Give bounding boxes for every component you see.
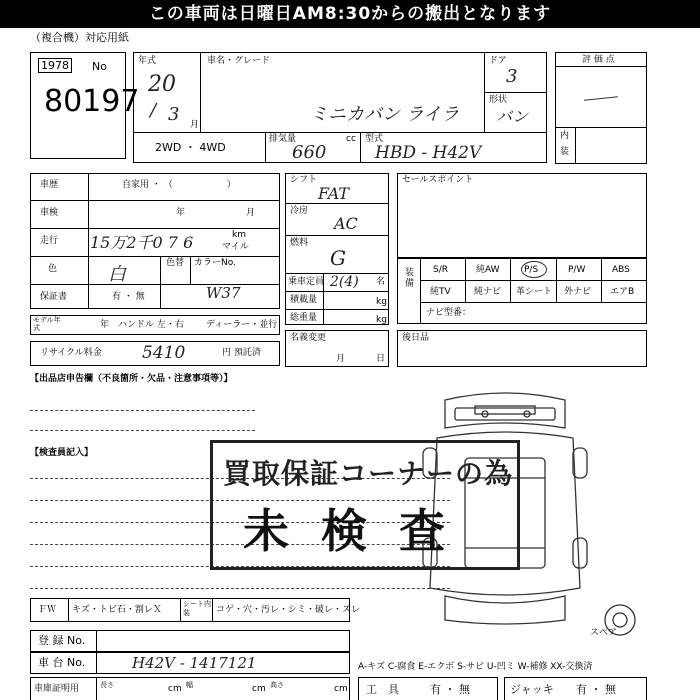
cert-cm1: cm	[168, 684, 182, 694]
form-title: （複合機）対応用紙	[30, 31, 129, 44]
equip-ps: P/S	[524, 265, 539, 275]
displacement-label: 排気量	[269, 134, 297, 144]
color-label: 色	[48, 264, 58, 274]
inspection-label: 車検	[40, 208, 59, 218]
mileage-value: 15万2千0 7 6	[90, 233, 194, 252]
drive-type: 2WD ・ 4WD	[155, 141, 226, 154]
equip-navi: 純ナビ	[474, 287, 502, 297]
registration-day: 日	[376, 354, 386, 364]
equip-abs: ABS	[612, 265, 630, 275]
weight-unit: kg	[376, 315, 387, 325]
equip-pw: P/W	[568, 265, 586, 275]
cert-width: 幅	[186, 681, 193, 689]
weight-label: 総重量	[290, 313, 318, 323]
registration-month: 月	[336, 354, 346, 364]
interior-label-2: 装	[560, 147, 570, 157]
retrofit-box	[397, 330, 647, 367]
year-value: 20	[148, 72, 176, 97]
capacity-value: 2(4)	[330, 274, 359, 290]
inspector-note-label: 【検査員記入】	[30, 448, 94, 458]
month-value-slash: /	[150, 100, 157, 121]
sales-point-label: セールスポイント	[402, 175, 474, 185]
shape-value: バン	[496, 107, 529, 126]
chassis-value: H42V - 1417121	[132, 654, 257, 672]
equip-aw: 純AW	[476, 265, 500, 275]
recycle-value: 5410	[142, 343, 186, 363]
model-value: HBD - H42V	[375, 143, 482, 163]
equip-ext-navi: 外ナビ	[564, 287, 592, 297]
equip-airbag: エアB	[610, 287, 635, 297]
capacity-label: 乗車定員	[288, 277, 325, 287]
interior-label: 内	[560, 131, 570, 141]
mileage-unit-mile: マイル	[222, 242, 249, 252]
lot-no-label: No	[92, 60, 107, 73]
navi-model-label: ナビ型番：	[426, 308, 472, 318]
dealer-value: ディーラー・並行	[206, 320, 278, 330]
registration-label: 名義変更	[290, 333, 327, 343]
spare-label: スペア	[590, 628, 618, 638]
seat-value: コゲ・穴・汚レ・シミ・破レ・スレ	[216, 605, 361, 615]
door-label: ドア	[489, 56, 507, 66]
displacement-value: 660	[292, 142, 327, 163]
cert-cm3: cm	[334, 684, 348, 694]
recycle-label: リサイクル料金	[40, 348, 102, 358]
color-code-value: W37	[206, 284, 241, 302]
stamp-line2: 未 検 査	[243, 504, 454, 558]
cc-unit: cc	[346, 134, 356, 144]
retrofit-label: 後日品	[402, 333, 430, 343]
load-unit: kg	[376, 297, 387, 307]
year-label: 年式	[138, 56, 157, 66]
cert-height: 高さ	[270, 681, 284, 689]
handle-value: ハンドル 左・右	[118, 320, 184, 330]
equip-tv: 純TV	[430, 287, 451, 297]
load-label: 積載量	[290, 295, 318, 305]
mileage-unit-km: km	[232, 230, 246, 240]
inspection-year: 年	[176, 208, 186, 218]
lot-year: 1978	[38, 58, 72, 73]
cert-cm2: cm	[252, 684, 266, 694]
month-value: 3	[168, 104, 180, 125]
ac-label: 冷房	[290, 206, 309, 216]
name-value: ミニカバン ライラ	[310, 104, 460, 125]
chassis-label: 車 台 No.	[38, 656, 86, 669]
door-value: 3	[506, 66, 518, 87]
name-label: 車名・グレード	[207, 56, 271, 66]
seat-label: シート内装	[183, 600, 211, 617]
model-year-label: モデル年式	[33, 316, 61, 332]
model-year-unit: 年	[100, 320, 110, 330]
equipment-label: 装備	[405, 268, 415, 289]
equip-leather: 革シート	[516, 287, 553, 297]
cert-label: 車庫証明用	[34, 684, 80, 694]
uninspected-stamp	[210, 440, 520, 570]
recycle-unit: 円 預託済	[222, 348, 261, 358]
fuel-value: G	[330, 246, 346, 270]
warranty-label: 保証書	[40, 292, 68, 302]
dealer-note-label: 【出品店申告欄（不良箇所・欠品・注意事項等）】	[30, 374, 233, 384]
notice-banner: この車両は日曜日AM8:30からの搬出となります	[0, 0, 700, 28]
equip-ps-circle	[521, 261, 547, 278]
model-label: 型式	[365, 134, 384, 144]
warranty-value: 有 ・ 無	[112, 292, 145, 302]
damage-legend: A-キズ C-腐食 E-エクボ S-サビ U-凹ミ W-補修 XX-交換済	[358, 662, 593, 672]
mileage-label: 走行	[40, 236, 59, 246]
fw-value: キズ・トビ石・割レＸ	[72, 605, 162, 615]
inspection-month: 月	[246, 208, 256, 218]
shift-label: シフト	[290, 175, 318, 185]
shift-value: FAT	[318, 184, 350, 203]
tools-value: 有 ・ 無	[430, 683, 470, 696]
stamp-line1: 買取保証コーナーの為	[223, 457, 514, 490]
fw-label: ＦＷ	[38, 605, 57, 615]
lot-number: 80197	[44, 84, 140, 119]
cert-length: 長さ	[100, 681, 114, 689]
capacity-unit: 名	[376, 277, 386, 287]
score-label: 評 価 点	[582, 55, 615, 65]
history-value: 自家用 ・ （ ）	[122, 180, 236, 190]
color-swap-label: 色替	[166, 258, 185, 268]
color-code-label: カラーNo.	[194, 258, 236, 268]
fuel-label: 燃料	[290, 238, 309, 248]
equip-sr: S/R	[433, 265, 448, 275]
month-unit: 月	[190, 120, 200, 130]
shape-label: 形状	[489, 95, 508, 105]
ac-value: AC	[334, 214, 358, 233]
reg-no-label: 登 録 No.	[38, 634, 86, 647]
jack-value: 有 ・ 無	[576, 683, 616, 696]
color-value: 白	[108, 264, 126, 285]
history-label: 車歴	[40, 180, 59, 190]
tools-label: 工 具	[366, 683, 399, 696]
jack-label: ジャッキ	[510, 683, 554, 696]
